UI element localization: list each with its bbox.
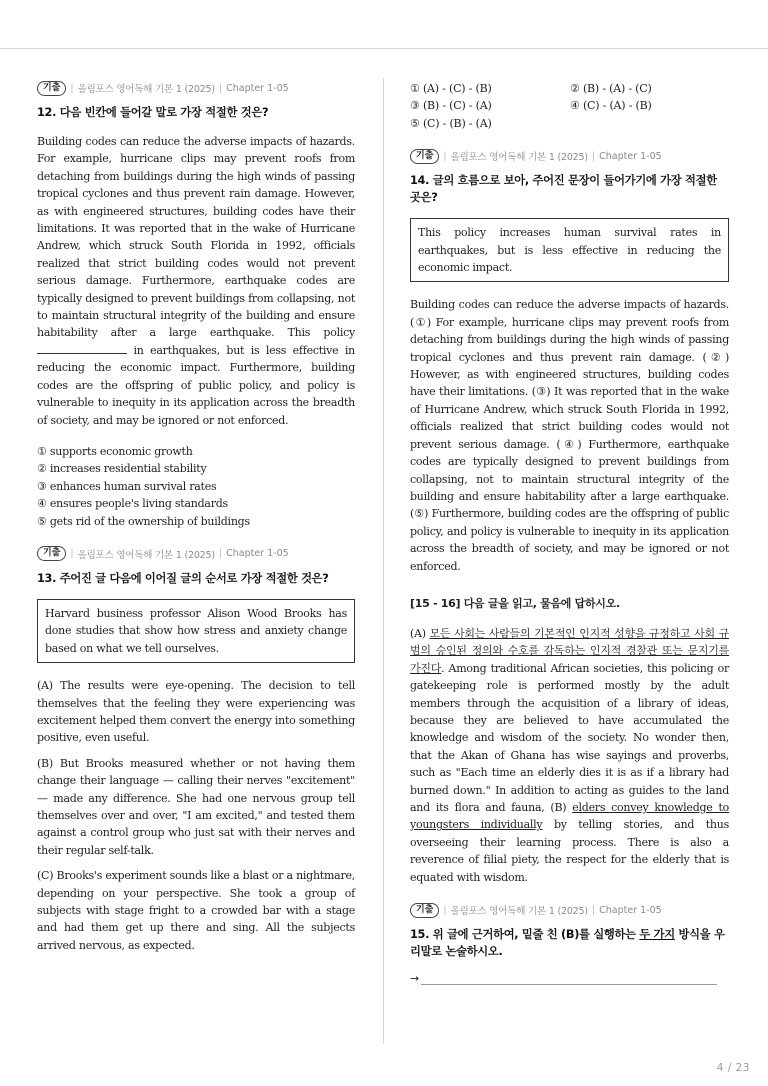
choice-3[interactable]: ③ enhances human survival rates: [37, 479, 217, 493]
answer-blank: [37, 343, 127, 354]
passage-15-16-heading: [15 - 16] 다음 글을 읽고, 물음에 답하시오.: [410, 596, 620, 610]
column-divider: [383, 78, 384, 1044]
source-chapter: Chapter 1-05: [226, 82, 289, 94]
underlined-b: elders convey knowledge to youngsters individually: [410, 801, 729, 832]
page-number: 4 / 23: [716, 1062, 750, 1074]
choice-1[interactable]: ① (A) - (C) - (B): [410, 82, 492, 95]
answer-line[interactable]: [410, 972, 729, 985]
right-column: [410, 80, 729, 985]
exam-tag: 기출: [410, 149, 439, 164]
question-14-title: 14. 글의 흐름으로 보아, 주어진 문장이 들어가기에 가장 적절한 곳은?: [410, 174, 717, 205]
exam-tag: 기출: [37, 81, 66, 96]
source-book: 올림포스 영어독해 기본 1 (2025): [450, 152, 588, 164]
choice-1[interactable]: ① supports economic growth: [37, 444, 193, 458]
choice-5[interactable]: ⑤ (C) - (B) - (A): [410, 116, 492, 130]
choice-4[interactable]: ④ (C) - (A) - (B): [570, 99, 652, 113]
choice-4[interactable]: ④ ensures people's living standards: [37, 497, 228, 511]
source-book: 올림포스 영어독해 기본 1 (2025): [77, 84, 215, 95]
source-chapter: Chapter 1-05: [599, 150, 662, 162]
question-15-title: 15. 위 글에 근거하여, 밑줄 친 (B)를 실행하는 두 가지 방식을 우리말로 논술하시오.: [410, 928, 725, 959]
question-12-choices: [37, 443, 355, 530]
question-12-title: 12. 다음 빈칸에 들어갈 말로 가장 적절한 것은?: [37, 106, 269, 119]
choice-3[interactable]: ③ (B) - (C) - (A): [410, 99, 492, 113]
left-column: [37, 80, 355, 954]
paragraph-c: (C) Brooks's experiment sounds like a blast or a nightmare, depending on your perspective. She took a group of subjects with stage fright to a crowded bar with a stage and had them get up there and sing. All the subjects arrived nervous, as expected.: [37, 869, 355, 952]
question-14-given-box: This policy increases human survival rates in earthquakes, but is less effective in reducing the economic impact.: [410, 218, 729, 282]
exam-tag: 기출: [37, 546, 66, 561]
question-12-passage: Building codes can reduce the adverse impacts of hazards. For example, hurricane clips may prevent roofs from detaching from buildings during the high winds of passing tropical cyclones and thus prevent rain damage. However, as with engineered structures, building codes have their limitations. It was reported that in the wake of Hurricane Andrew, which struck South Florida in 1992, officials realized that strict building codes would not prevent serious damage. Furthermore, earthquake codes are typically designed to prevent buildings from collapsing, not to maintain structural integrity of the building and ensure habitability after a large earthquake. This policy in earthquakes, but is less effective in reducing the economic impact. Furthermore, building codes are the offspring of public policy, and policy is vulnerable to inequity in its application across the breadth of society, and may be ignored or not enforced.: [37, 135, 355, 427]
source-book: 올림포스 영어독해 기본 1 (2025): [450, 906, 588, 918]
source-line: 기출 | 올림포스 영어독해 기본 1 (2025) | Chapter 1-05: [410, 148, 729, 164]
arrow-icon: →: [410, 972, 420, 986]
choice-5[interactable]: ⑤ gets rid of the ownership of buildings: [37, 514, 250, 528]
header-rule: [0, 48, 768, 49]
question-13-title: 13. 주어진 글 다음에 이어질 글의 순서로 가장 적절한 것은?: [37, 571, 329, 585]
question-13-choices: [410, 80, 729, 132]
source-chapter: Chapter 1-05: [599, 904, 662, 916]
source-book: 올림포스 영어독해 기본 1 (2025): [77, 549, 215, 561]
passage-15-16: (A) 모든 사회는 사람들의 기본적인 인지적 성향을 규정하고 사회 규범의 승인된 정의와 수호를 감독하는 인지적 경찰관 또는 문지기를 가진다. Among traditional African societies, this policing or gatekeeping role is performed mostly by the adult members through the acquisition of a library of ideas, because they are believed to have accumulated the knowledge and wisdom of the society. No wonder then, that the Akan of Ghana has wise sayings and proverbs, such as "Each time an elderly dies it is as if a library had burned down." In addition to acting as guides to the land and its flora and fauna, (B) elders convey knowledge to youngsters individually by telling stories, and thus overseeing their learning process. There is also a reverence of filial piety, the respect for the elderly that is equated with wisdom.: [410, 626, 729, 884]
underlined-a: 모든 사회는 사람들의 기본적인 인지적 성향을 규정하고 사회 규범의 승인된 정의와 수호를 감독하는 인지적 경찰관 또는 문지기를 가진다: [410, 626, 729, 675]
source-line: 기출 | 올림포스 영어독해 기본 1 (2025) | Chapter 1-05: [410, 902, 729, 918]
choice-2[interactable]: ② increases residential stability: [37, 462, 207, 476]
answer-rule: [421, 974, 717, 985]
source-line: 기출 | 올림포스 영어독해 기본 1 (2025) | Chapter 1-05: [37, 546, 355, 562]
choice-2[interactable]: ② (B) - (A) - (C): [570, 82, 652, 95]
paragraph-a: (A) The results were eye-opening. The decision to tell themselves that the feeling they were experiencing was excitement helped them convert the energy into something positive, even useful.: [37, 679, 355, 745]
question-13-given-box: Harvard business professor Alison Wood Brooks has done studies that show how stress and anxiety change based on what we tell ourselves.: [37, 599, 355, 663]
question-14-passage: Building codes can reduce the adverse impacts of hazards. (①) For example, hurricane clips may prevent roofs from detaching from buildings during the high winds of passing tropical cyclones and thus prevent rain damage. (②) However, as with engineered structures, building codes have their limitations. (③) It was reported that in the wake of Hurricane Andrew, which struck South Florida in 1992, officials realized that strict building codes would not prevent serious damage. (④) Furthermore, earthquake codes are typically designed to prevent buildings from collapsing, not to maintain structural integrity of the building and ensure habitability after a large earthquake. (⑤) Furthermore, building codes are the offspring of public policy, and policy is vulnerable to inequity in its application across the breadth of society, and may be ignored or not enforced.: [410, 298, 729, 573]
source-chapter: Chapter 1-05: [226, 548, 289, 560]
exam-tag: 기출: [410, 903, 439, 918]
paragraph-b: (B) But Brooks measured whether or not having them change their language — calling their nerves "excitement" — made any difference. She had one nervous group tell themselves over and over, "I am excited," and tested them against a control group who just sat with their nerves and their regular self-talk.: [37, 756, 355, 857]
source-line: 기출 | 올림포스 영어독해 기본 1 (2025) | Chapter 1-05: [37, 80, 355, 96]
